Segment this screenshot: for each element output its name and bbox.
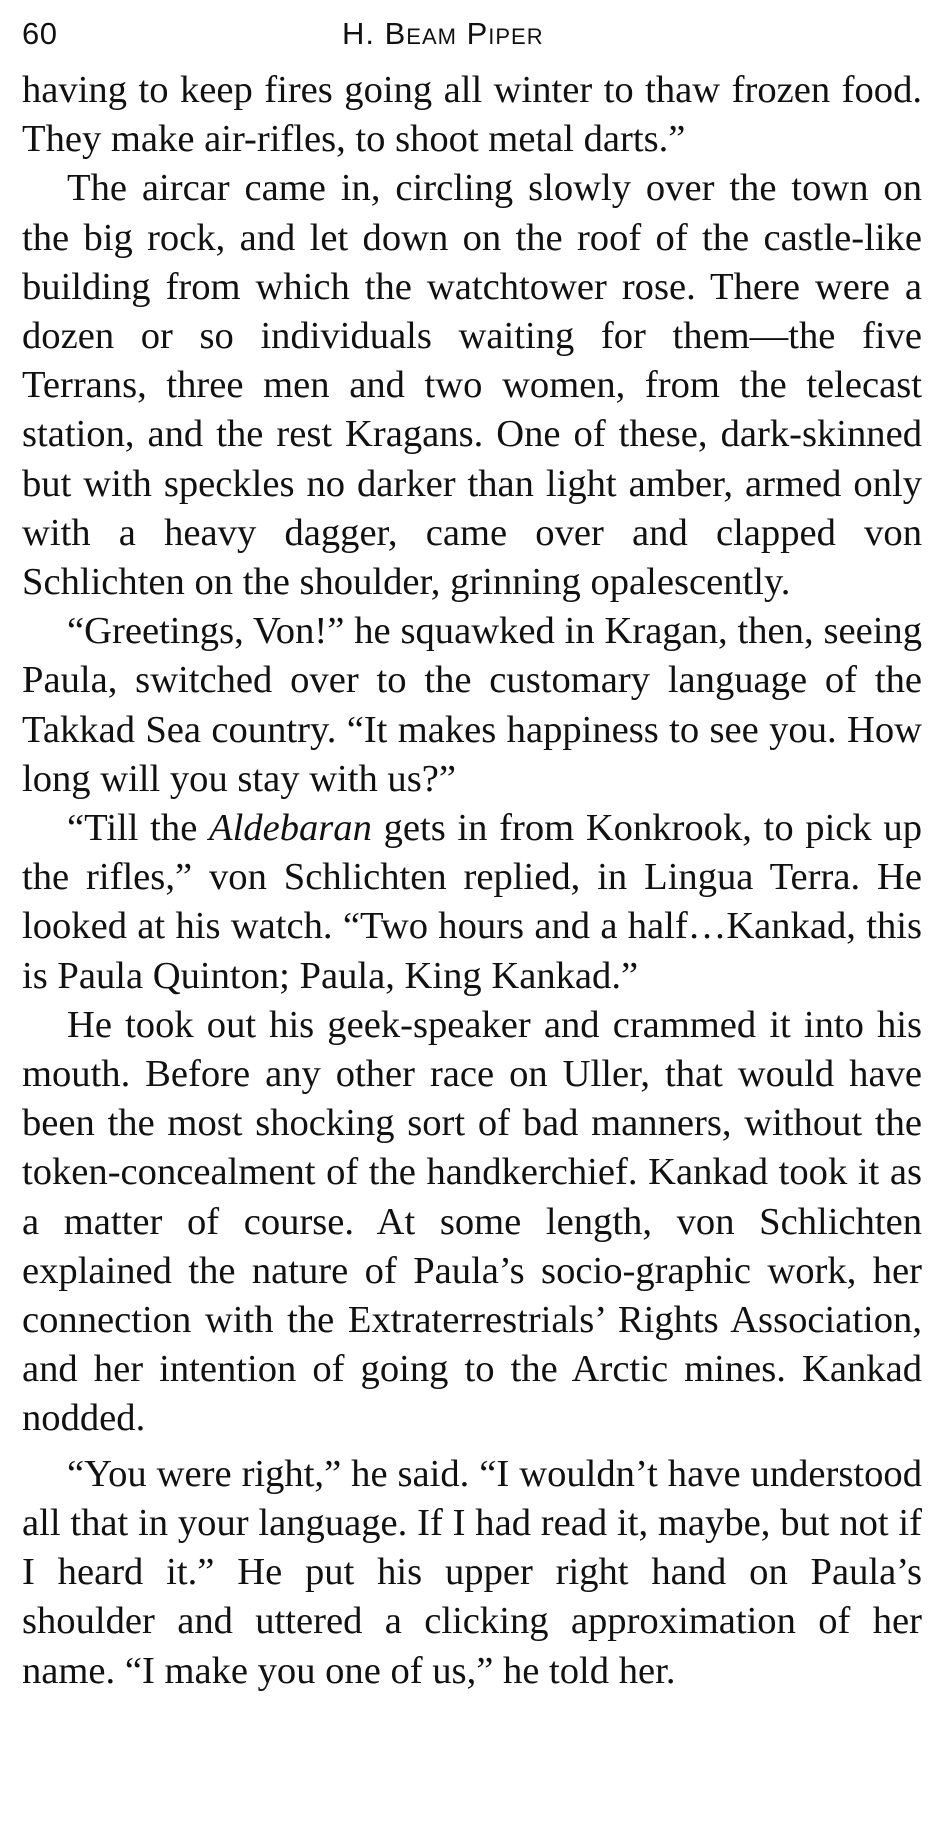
paragraph-continuation: having to keep fires going all winter to thaw frozen food. They make air-rifles, to shoot metal darts.” [22, 69, 922, 161]
running-head-author: H. Beam Piper [342, 16, 544, 51]
book-page [22, 14, 922, 1696]
paragraph-text-segment: “Till the [67, 807, 210, 850]
paragraph-text-segment: gets in from Konkrook, to pick up the rifles,” von Schlichten replied, in Lingua Terra. He looked at his watch. “Two hours and a half…Kankad, this is Paula Quinton; Paula, King Kankad.” [22, 807, 922, 997]
paragraph-you-were-right: “You were right,” he said. “I wouldn’t have understood all that in your language. If I had read it, maybe, but not if I heard it.” He put his upper right hand on Paula’s shoulder and uttered a clicking approximation of her name. “I make you one of us,” he told her. [22, 1452, 922, 1692]
paragraph-geek-speaker: He took out his geek-speaker and crammed it into his mouth. Before any other race on Uller, that would have been the most shocking sort of bad manners, without the token-concealment of the handkerchief. Kankad took it as a matter of course. At some length, von Schlichten explained the nature of Paula’s socio-graphic work, her connection with the Extraterrestrials’ Rights Association, and her intention of going to the Arctic mines. Kankad nodded. [22, 1003, 922, 1440]
paragraph-greetings: “Greetings, Von!” he squawked in Kragan, then, seeing Paula, switched over to the customary language of the Takkad Sea country. “It makes happiness to see you. How long will you stay with us?” [22, 610, 922, 800]
paragraph-till-aldebaran [22, 804, 922, 1001]
body-text [22, 66, 922, 1696]
ship-name-italic: Aldebaran [209, 807, 372, 850]
paragraph-aircar-arrival: The aircar came in, circling slowly over the town on the big rock, and let down on the roof of the castle-like building from which the watchtower rose. There were a dozen or so individuals waiting for them—the five Terrans, three men and two women, from the telecast station, and the rest Kragans. One of these, dark-skinned but with speckles no darker than light amber, armed only with a heavy dagger, came over and clapped von Schlichten on the shoulder, grinning opalescently. [22, 167, 922, 604]
running-head [22, 14, 922, 66]
page-number: 60 [22, 16, 58, 51]
